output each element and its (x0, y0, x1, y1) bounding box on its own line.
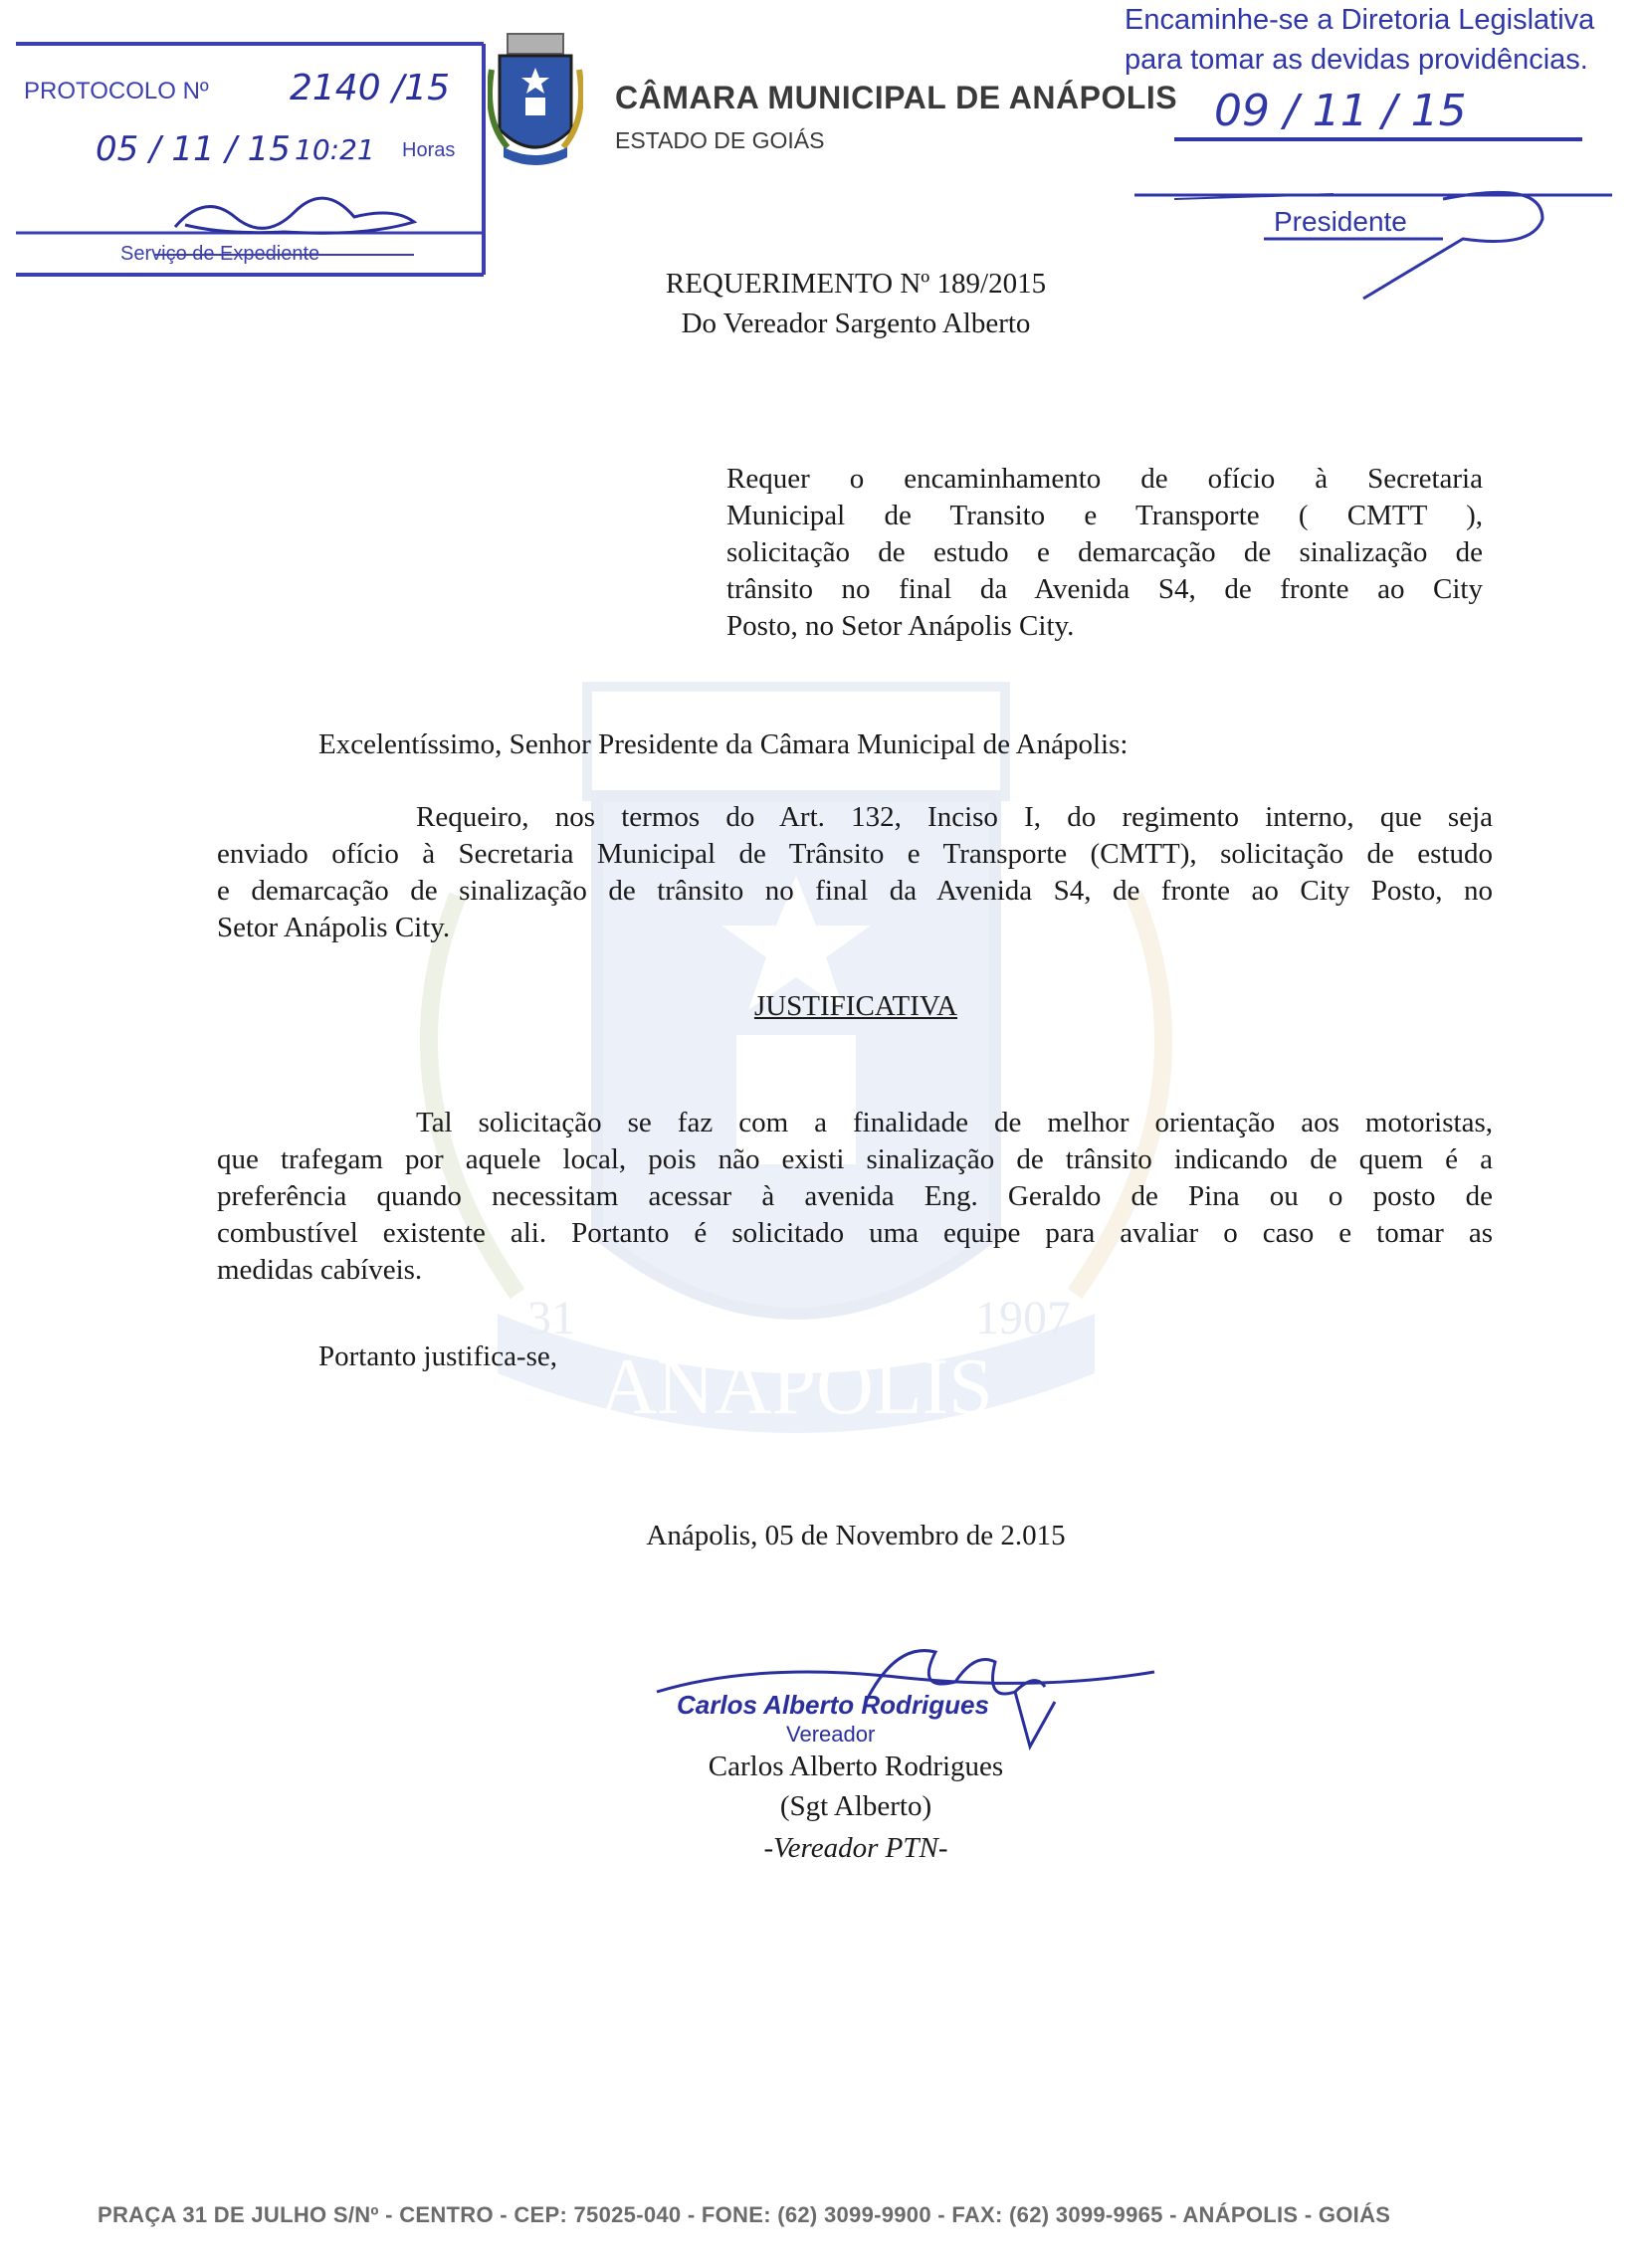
protocol-number: 2140 /15 (290, 68, 450, 108)
footer-address: PRAÇA 31 DE JULHO S/Nº - CENTRO - CEP: 75025-040 - FONE: (62) 3099-9900 - FAX: (62) 3099-9965 - ANÁPOLIS - GOIÁS (98, 2202, 1391, 2227)
signature-stamp (637, 1632, 1194, 1761)
watermark-city: ANÁPOLIS (599, 1343, 993, 1431)
watermark-year-right: 1907 (975, 1292, 1071, 1344)
protocol-date: 05 / 11 / 15 (96, 129, 291, 169)
summary-line: Municipal de Transito e Transporte ( CMTT ), (726, 500, 1483, 531)
summary-line: trânsito no final da Avenida S4, de fronte ao City (726, 573, 1483, 605)
signatory-nickname: (Sgt Alberto) (779, 1790, 932, 1822)
routing-line-2: para tomar as devidas providências. (1125, 44, 1588, 76)
justification-heading: JUSTIFICATIVA (753, 990, 958, 1022)
watermark-year-left: 31 (527, 1292, 575, 1344)
salutation: Excelentíssimo, Senhor Presidente da Câmara Municipal de Anápolis: (318, 728, 1129, 760)
summary-line: Posto, no Setor Anápolis City. (726, 610, 1075, 642)
routing-line-1: Encaminhe-se a Diretoria Legislativa (1125, 4, 1595, 36)
routing-date: 09 / 11 / 15 (1214, 86, 1467, 136)
document-date: Anápolis, 05 de Novembro de 2.015 (646, 1520, 1066, 1551)
closing-text: Portanto justifica-se, (318, 1340, 558, 1372)
summary-block (726, 461, 1483, 645)
protocol-time: 10:21 (295, 133, 375, 166)
justification-line: que trafegam por aquele local, pois não existi sinalização de trânsito indicando de quem é a (217, 1143, 1493, 1175)
routing-role: Presidente (1274, 206, 1407, 237)
signatory-role: -Vereador PTN- (763, 1832, 948, 1864)
request-line: e demarcação de sinalização de trânsito no final da Avenida S4, de fronte ao City Posto, no (217, 875, 1493, 907)
request-line: Setor Anápolis City. (217, 912, 451, 943)
signature-stamp-name: Carlos Alberto Rodrigues (677, 1690, 989, 1720)
summary-line: Requer o encaminhamento de ofício à Secretaria (726, 463, 1483, 495)
request-paragraph (217, 799, 1493, 946)
justification-line: medidas cabíveis. (217, 1254, 423, 1286)
signature-stamp-role: Vereador (786, 1722, 876, 1747)
justification-paragraph (217, 1105, 1493, 1289)
protocol-stamp (16, 38, 494, 277)
protocol-signature-icon (165, 187, 424, 247)
header-subtitle: ESTADO DE GOIÁS (615, 127, 825, 153)
protocol-label: PROTOCOLO Nº (24, 78, 209, 104)
protocol-hours-label: Horas (402, 139, 456, 161)
summary-line: solicitação de estudo e demarcação de sinalização de (726, 536, 1483, 568)
request-line: enviado ofício à Secretaria Municipal de Trânsito e Transporte (CMTT), solicitação de estudo (217, 838, 1493, 870)
justification-line: Tal solicitação se faz com a finalidade de melhor orientação aos motoristas, (416, 1107, 1493, 1138)
request-line: Requeiro, nos termos do Art. 132, Inciso I, do regimento interno, que seja (416, 801, 1493, 833)
document-title: REQUERIMENTO Nº 189/2015 (665, 268, 1047, 300)
document-author: Do Vereador Sargento Alberto (681, 308, 1031, 339)
crest-logo (488, 30, 583, 179)
justification-line: preferência quando necessitam acessar à avenida Eng. Geraldo de Pina ou o posto de (217, 1180, 1493, 1212)
header-title: CÂMARA MUNICIPAL DE ANÁPOLIS (615, 80, 1178, 115)
signatory-name: Carlos Alberto Rodrigues (708, 1751, 1004, 1782)
protocol-department: Serviço de Expediente (120, 243, 320, 265)
justification-line: combustível existente ali. Portanto é solicitado uma equipe para avaliar o caso e tomar as (217, 1217, 1493, 1249)
